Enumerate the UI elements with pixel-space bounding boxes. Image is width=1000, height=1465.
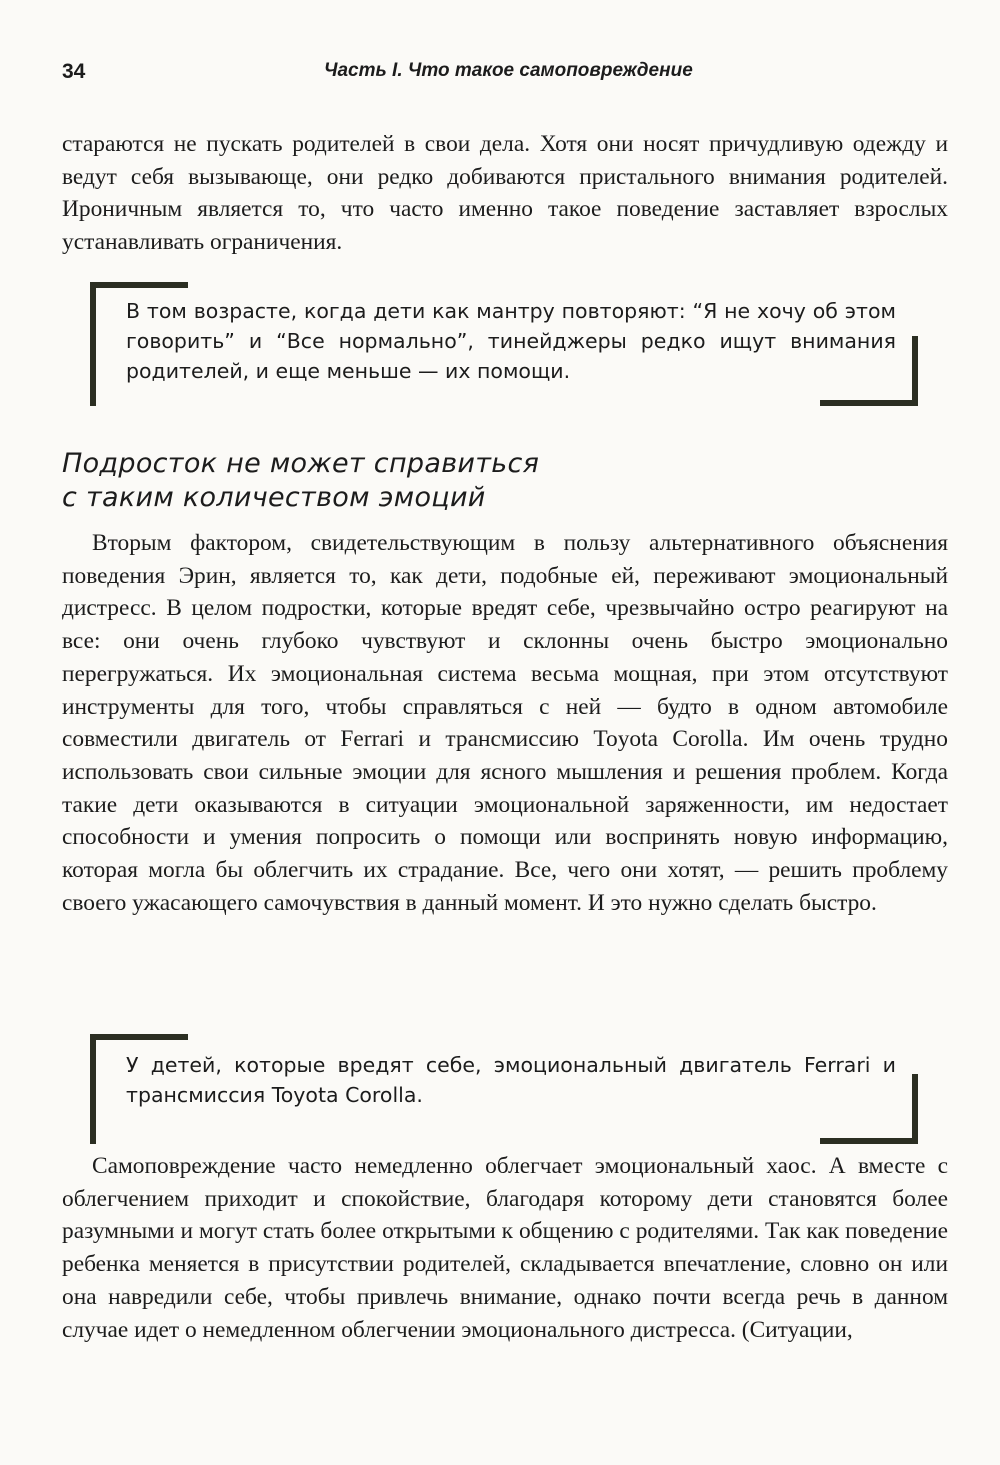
bracket-top-left xyxy=(90,1034,188,1040)
bracket-top-left xyxy=(90,282,188,288)
bracket-bottom-right xyxy=(820,400,918,406)
pull-quote-ferrari xyxy=(90,1034,918,1144)
pull-quote-attention xyxy=(90,282,918,406)
bracket-left xyxy=(90,282,96,406)
paragraph-emotions: Вторым фактором, свидетельствующим в пользу альтернативного объяснения поведения Эрин, является то, как дети, подобные ей, переживают эмоциональный дистресс. В целом подростки, которые вредят себе, чрезвычайно остро реагируют на все: они очень глубоко чувствуют и склонны очень быстро эмоционально перегружаться. Их эмоциональная система весьма мощная, при этом отсутствуют инструменты для того, чтобы справляться с ней — будто в одном автомобиле совместили двигатель от Ferrari и трансмиссию Toyota Corolla. Им очень трудно использовать свои сильные эмоции для ясного мышления и решения проблем. Когда такие дети оказываются в ситуации эмоциональной заряженности, им недостает способности и умения попросить о помощи или воспринять новую информацию, которая могла бы облегчить их страдание. Все, чего они хотят, — решить проблему своего ужасающего самочувствия в данный момент. И это нужно сделать быстро. xyxy=(62,530,948,916)
bracket-bottom-right xyxy=(820,1138,918,1144)
bracket-left xyxy=(90,1034,96,1144)
pull-quote-text: У детей, которые вредят себе, эмоциональный двигатель Ferrari и трансмиссия Toyota Corolla. xyxy=(126,1053,896,1107)
bracket-right xyxy=(912,1074,918,1144)
running-head xyxy=(62,60,948,90)
section-heading-line-1: Подросток не может справиться xyxy=(62,448,540,479)
chapter-title: Часть I. Что такое самоповреждение xyxy=(324,60,693,81)
page-number: 34 xyxy=(62,60,86,83)
pull-quote-text: В том возрасте, когда дети как мантру повторяют: “Я не хочу об этом говорить” и “Все нормально”, тинейджеры редко ищут внимания родителей, и еще меньше — их помощи. xyxy=(126,299,896,383)
section-heading xyxy=(62,447,942,515)
bracket-right xyxy=(912,336,918,406)
paragraph-continued: стараются не пускать родителей в свои дела. Хотя они носят причудливую одежду и ведут себя вызывающе, они редко добиваются пристального внимания родителей. Ироничным является то, что часто именно такое поведение заставляет взрослых устанавливать ограничения. xyxy=(62,131,948,256)
paragraph-self-harm-relief: Самоповреждение часто немедленно облегчает эмоциональный хаос. А вместе с облегчением приходит и спокойствие, благодаря которому дети становятся более разумными и могут стать более открытыми к общению с родителями. Так как поведение ребенка меняется в присутствии родителей, складывается впечатление, словно он или она навредили себе, чтобы привлечь внимание, однако почти всегда речь в данном случае идет о немедленном облегчении эмоционального дистресса. (Ситуации, xyxy=(62,1153,948,1343)
section-heading-line-2: с таким количеством эмоций xyxy=(62,482,486,513)
